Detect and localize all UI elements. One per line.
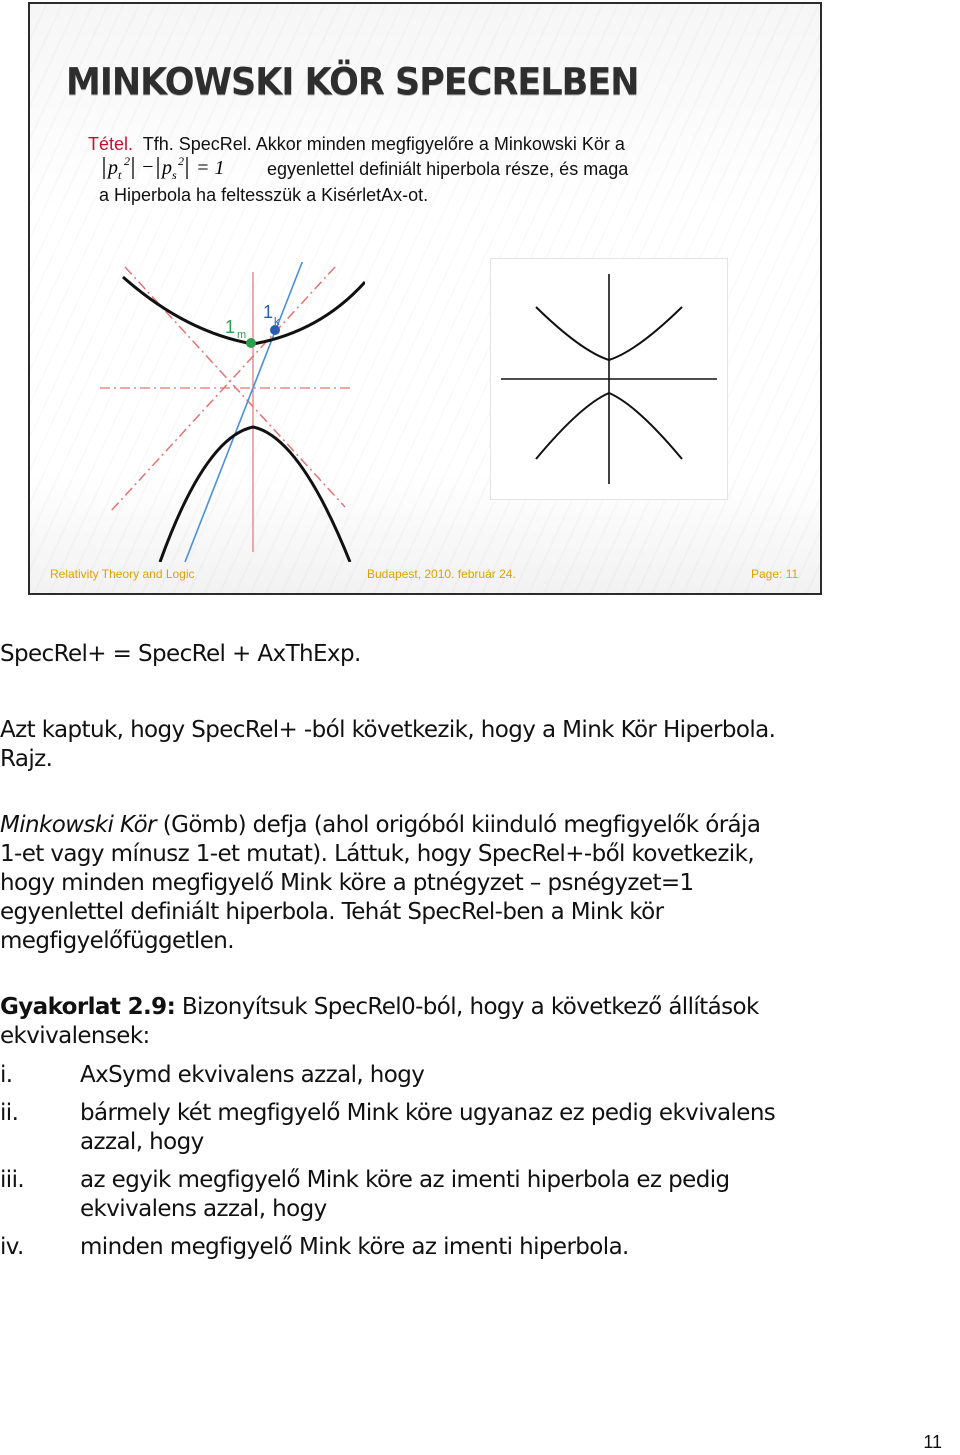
note-minkowski-line-1	[0, 811, 900, 840]
page-number: 11	[923, 1432, 942, 1452]
note-minkowski-line-2: 1-et vagy mínusz 1-et mutat). Láttuk, hogy SpecRel+-ből kovetkezik,	[0, 841, 755, 867]
list-text: bármely két megfigyelő Mink köre ugyanaz ez pedig ekvivalens	[80, 1100, 776, 1126]
list-number: i.	[0, 1062, 13, 1088]
note-specrel-plus: SpecRel+ = SpecRel + AxThExp.	[0, 641, 361, 667]
exercise-heading	[0, 993, 900, 1022]
svg-text:2: 2	[178, 154, 184, 168]
hyperbola-figure-left	[65, 262, 365, 562]
list-text: AxSymd ekvivalens azzal, hogy	[80, 1062, 425, 1088]
list-number: iii.	[0, 1167, 25, 1193]
svg-text:p: p	[162, 157, 172, 179]
label-1m: 1	[225, 317, 236, 337]
svg-text:−: −	[141, 156, 155, 178]
list-text: minden megfigyelő Mink köre az imenti hiperbola.	[80, 1234, 629, 1260]
theorem-text-2: egyenlettel definiált hiperbola része, és maga	[267, 159, 629, 179]
exercise-text: Bizonyítsuk SpecRel0-ból, hogy a következő állítások	[175, 994, 759, 1020]
theorem-block	[88, 132, 788, 208]
note-rajz: Rajz.	[0, 746, 53, 772]
list-text-cont: azzal, hogy	[80, 1129, 204, 1155]
lecture-notes	[0, 640, 900, 1262]
svg-text:p: p	[108, 157, 118, 179]
slide-footer-center: Budapest, 2010. február 24.	[367, 567, 516, 581]
svg-text:s: s	[172, 168, 177, 182]
hyperbola-lower	[160, 427, 350, 562]
exercise-line-2: ekvivalensek:	[0, 1023, 150, 1049]
theorem-label: Tétel.	[88, 134, 134, 154]
slide-title: MINKOWSKI KÖR SPECRELBEN	[66, 61, 639, 105]
worldline-k	[185, 262, 303, 562]
svg-text:= 1: = 1	[196, 157, 225, 179]
list-number: ii.	[0, 1100, 19, 1126]
list-item	[0, 1166, 900, 1224]
theorem-line-2	[88, 154, 788, 183]
label-1k: 1	[263, 302, 274, 322]
label-1m-sub: m	[237, 329, 247, 341]
list-item	[0, 1233, 900, 1262]
note-minkowski-line-4: egyenlettel definiált hiperbola. Tehát SpecRel-ben a Mink kör	[0, 899, 664, 925]
list-text-cont: ekvivalens azzal, hogy	[80, 1196, 327, 1222]
point-1m	[246, 338, 256, 348]
theorem-text-1: Tfh. SpecRel. Akkor minden megfigyelőre a Minkowski Kör a	[142, 134, 625, 154]
list-number: iv.	[0, 1234, 24, 1260]
asymptote-2	[110, 267, 335, 512]
slide-footer-right: Page: 11	[751, 567, 799, 581]
note-minkowski-line-5: megfigyelőfüggetlen.	[0, 928, 234, 954]
svg-text:2: 2	[124, 154, 130, 168]
list-item	[0, 1061, 900, 1090]
list-item	[0, 1099, 900, 1157]
slide-thumbnail	[28, 2, 822, 595]
exercise-label: Gyakorlat 2.9:	[0, 994, 176, 1020]
theorem-text-3: a Hiperbola ha feltesszük a KisérletAx-ot.	[99, 185, 429, 205]
slide-footer-left: Relativity Theory and Logic	[50, 567, 195, 581]
note-minkowski-line-3: hogy minden megfigyelő Mink köre a ptnégyzet – psnégyzet=1	[0, 870, 694, 896]
theorem-formula	[100, 153, 256, 183]
svg-text:t: t	[118, 168, 122, 182]
minkowski-line-1-rest: (Gömb) defja (ahol origóból kiinduló megfigyelők órája	[156, 812, 761, 838]
list-text: az egyik megfigyelő Mink köre az imenti hiperbola ez pedig	[80, 1167, 730, 1193]
hyperbola-figure-right	[490, 258, 728, 500]
minkowski-term: Minkowski Kör	[0, 812, 157, 838]
label-1k-sub: k	[274, 316, 280, 328]
note-azt-kaptuk: Azt kaptuk, hogy SpecRel+ -ból következik, hogy a Mink Kör Hiperbola.	[0, 717, 776, 743]
